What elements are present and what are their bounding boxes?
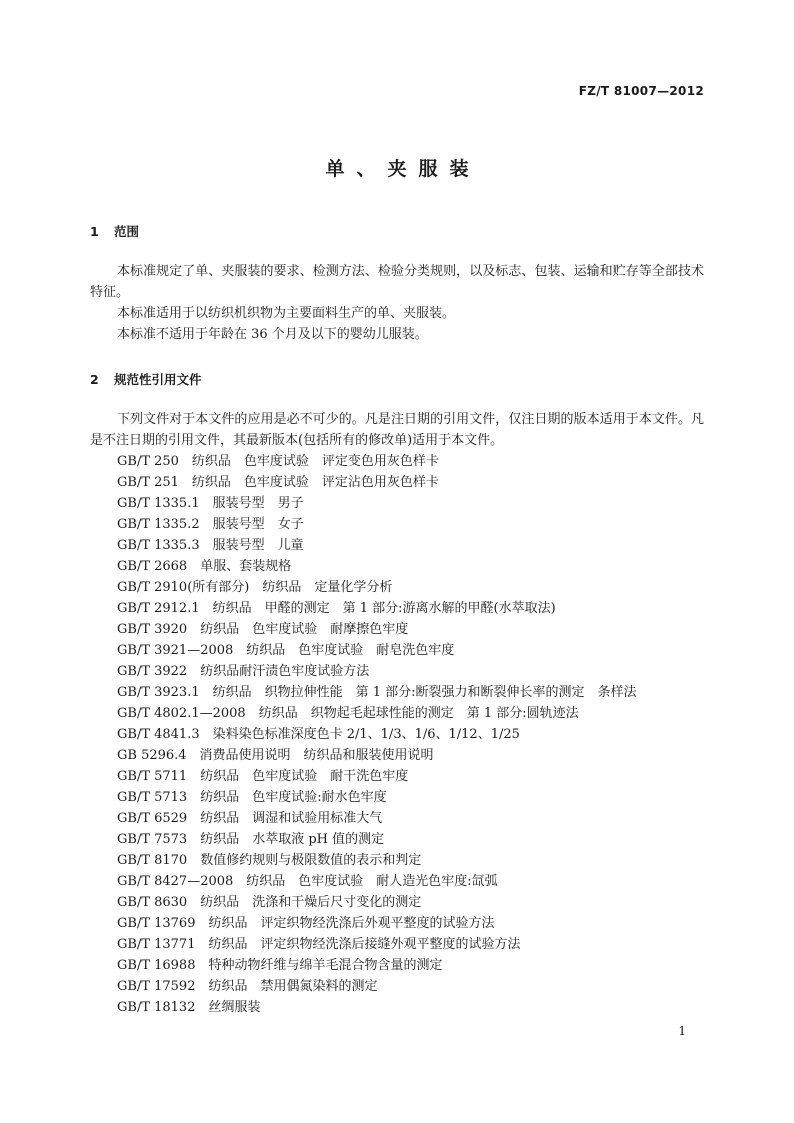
section-title: 范围 [114,224,140,239]
reference-item: GB/T 13771 纺织品 评定织物经洗涤后接缝外观平整度的试验方法 [117,937,521,952]
section-title: 规范性引用文件 [114,372,202,387]
reference-item: GB/T 13769 纺织品 评定织物经洗涤后外观平整度的试验方法 [117,916,495,931]
scope-paragraph-2: 本标准适用于以纺织机织物为主要面料生产的单、夹服装。 [117,306,456,321]
reference-item: GB/T 1335.2 服装号型 女子 [117,517,304,532]
reference-item: GB/T 3921—2008 纺织品 色牢度试验 耐皂洗色牢度 [117,643,455,658]
reference-item: GB/T 8170 数值修约规则与极限数值的表示和判定 [117,853,422,868]
page-number: 1 [678,1024,686,1038]
references-intro-paragraph: 下列文件对于本文件的应用是必不可少的。凡是注日期的引用文件，仅注日期的版本适用于本文件。凡是不注日期的引用文件，其最新版本(包括所有的修改单)适用于本文件。 [90,412,704,448]
reference-item: GB/T 8630 纺织品 洗涤和干燥后尺寸变化的测定 [117,895,422,910]
reference-item: GB/T 4841.3 染料染色标准深度色卡 2/1、1/3、1/6、1/12、1/25 [117,727,520,742]
scope-paragraph-1: 本标准规定了单、夹服装的要求、检测方法、检验分类规则，以及标志、包装、运输和贮存等全部技术特征。 [90,264,704,300]
reference-item: GB/T 2668 单服、套装规格 [117,559,292,574]
reference-item: GB/T 16988 特种动物纤维与绵羊毛混合物含量的测定 [117,958,443,973]
reference-item: GB/T 18132 丝绸服装 [117,1000,261,1015]
document-title: 单、夹服装 [325,158,481,180]
reference-item: GB/T 3922 纺织品耐汗渍色牢度试验方法 [117,664,370,679]
reference-item: GB/T 2910(所有部分) 纺织品 定量化学分析 [117,580,393,595]
section-number: 2 [90,372,99,387]
reference-item: GB/T 17592 纺织品 禁用偶氮染料的测定 [117,979,378,994]
reference-item: GB/T 1335.3 服装号型 儿童 [117,538,304,553]
reference-item: GB/T 5711 纺织品 色牢度试验 耐干洗色牢度 [117,769,409,784]
section-2-heading [90,370,202,388]
reference-item: GB/T 2912.1 纺织品 甲醛的测定 第 1 部分:游离水解的甲醛(水萃取法) [117,601,556,616]
normative-reference-list [117,451,637,1018]
section-1-heading [90,222,139,240]
reference-item: GB/T 5713 纺织品 色牢度试验:耐水色牢度 [117,790,387,805]
reference-item: GB/T 4802.1—2008 纺织品 织物起毛起球性能的测定 第 1 部分:圆轨迹法 [117,706,579,721]
reference-item: GB/T 1335.1 服装号型 男子 [117,496,304,511]
reference-item: GB/T 250 纺织品 色牢度试验 评定变色用灰色样卡 [117,454,439,469]
scope-paragraph-3: 本标准不适用于年龄在 36 个月及以下的婴幼儿服装。 [117,327,428,342]
standard-code: FZ/T 81007—2012 [578,84,704,98]
reference-item: GB/T 3923.1 纺织品 织物拉伸性能 第 1 部分:断裂强力和断裂伸长率的测定 条样法 [117,685,637,700]
reference-item: GB/T 6529 纺织品 调湿和试验用标准大气 [117,811,383,826]
reference-item: GB/T 7573 纺织品 水萃取液 pH 值的测定 [117,832,385,847]
reference-item: GB/T 251 纺织品 色牢度试验 评定沾色用灰色样卡 [117,475,439,490]
reference-item: GB 5296.4 消费品使用说明 纺织品和服装使用说明 [117,748,434,763]
section-number: 1 [90,224,99,239]
reference-item: GB/T 8427—2008 纺织品 色牢度试验 耐人造光色牢度:氙弧 [117,874,498,889]
reference-item: GB/T 3920 纺织品 色牢度试验 耐摩擦色牢度 [117,622,409,637]
